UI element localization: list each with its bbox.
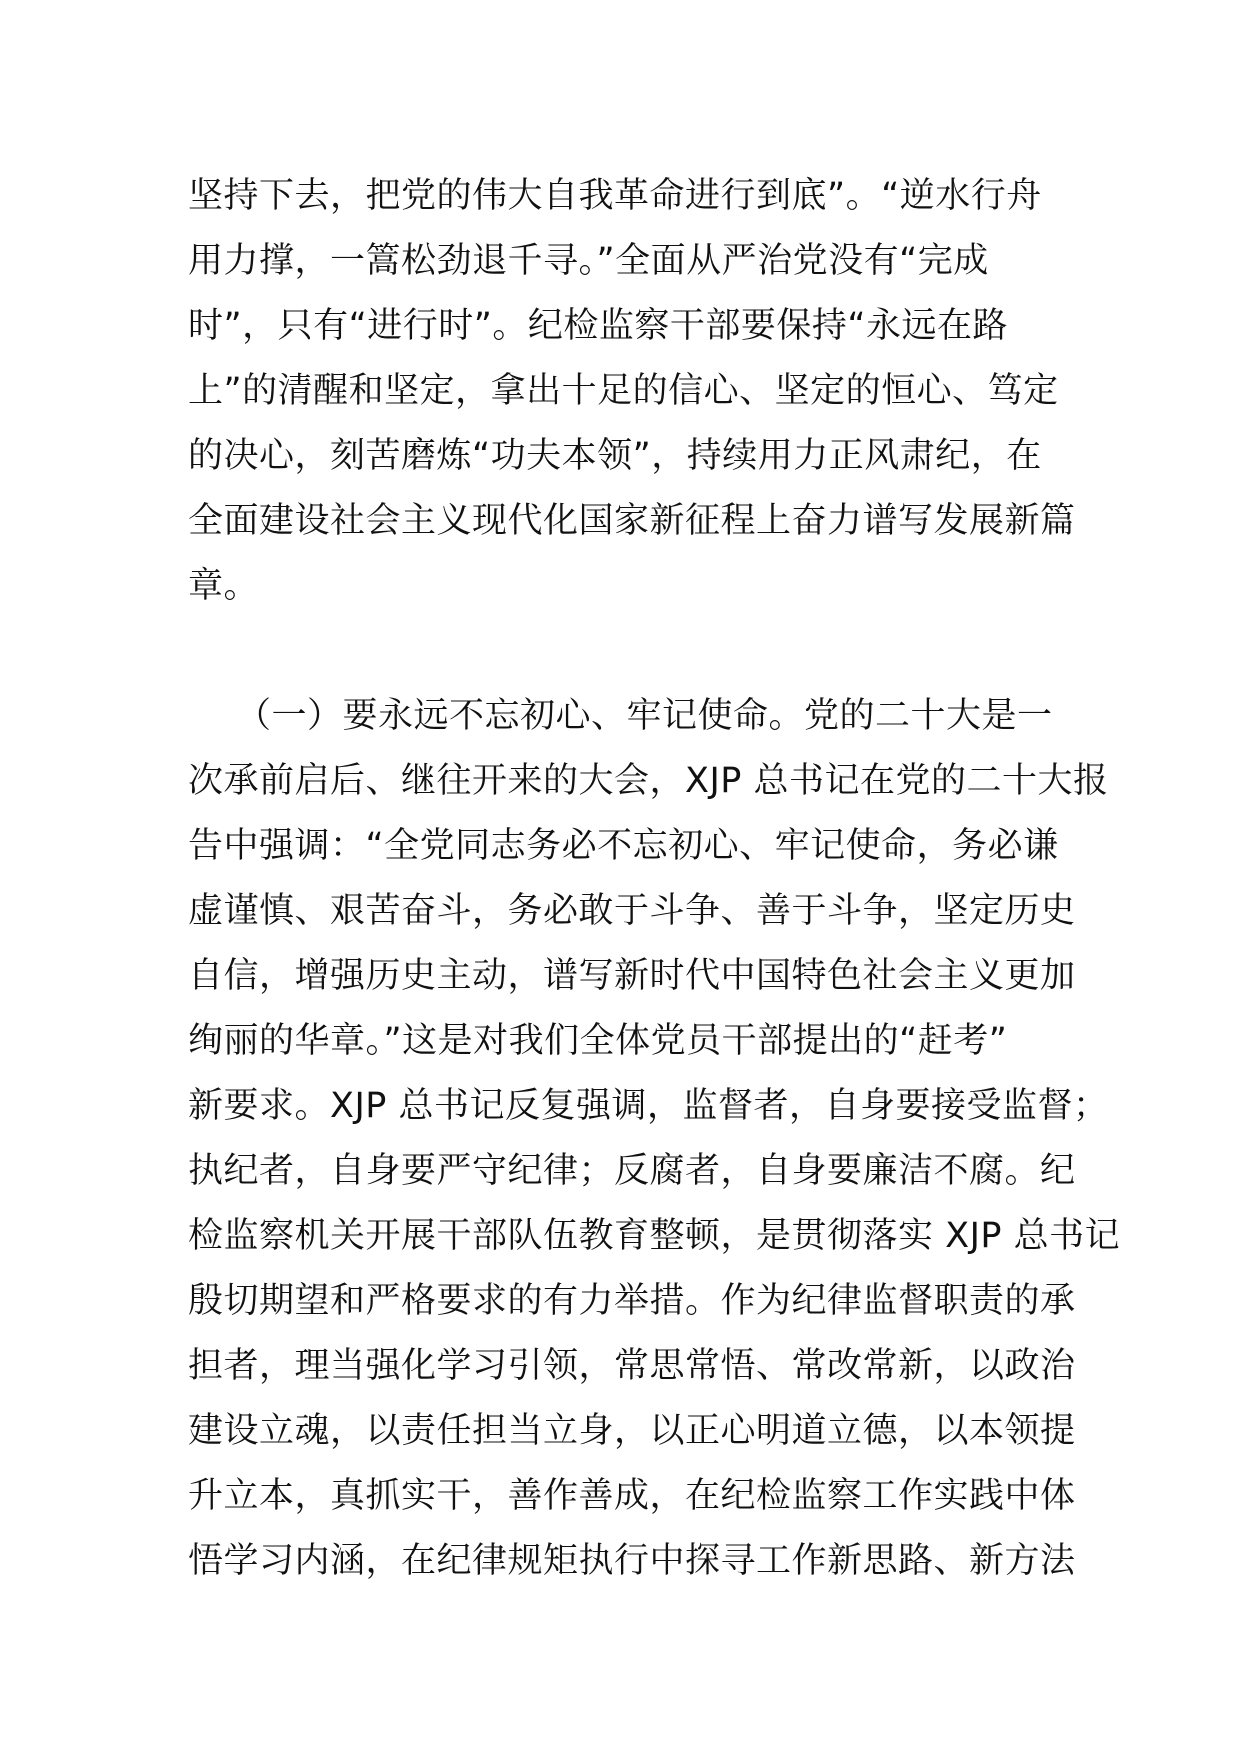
paragraph-line: 自信，增强历史主动，谱写新时代中国特色社会主义更加: [188, 956, 1076, 996]
paragraph-line: 坚持下去，把党的伟大自我革命进行到底”。“逆水行舟: [188, 176, 1042, 216]
paragraph-line: 殷切期望和严格要求的有力举措。作为纪律监督职责的承: [188, 1281, 1076, 1321]
paragraph-line: 绚丽的华章。”这是对我们全体党员干部提出的“赶考”: [188, 1021, 1008, 1061]
paragraph-2: [188, 684, 1121, 1594]
paragraph-line: 虚谨慎、艰苦奋斗，务必敢于斗争、善于斗争，坚定历史: [188, 891, 1076, 931]
paragraph-line: 告中强调：“全党同志务必不忘初心、牢记使命，务必谦: [188, 826, 1059, 866]
paragraph-line: 建设立魂，以责任担当立身，以正心明道立德，以本领提: [188, 1411, 1076, 1451]
paragraph-1: [188, 164, 1076, 619]
paragraph-line: 次承前启后、继往开来的大会，XJP 总书记在党的二十大报: [188, 761, 1109, 801]
paragraph-line: 时”，只有“进行时”。纪检监察干部要保持“永远在路: [188, 306, 1009, 346]
paragraph-line: 用力撑，一篙松劲退千寻。”全面从严治党没有“完成: [188, 241, 989, 281]
paragraph-line: （一）要永远不忘初心、牢记使命。党的二十大是一: [236, 696, 1053, 736]
paragraph-line: 升立本，真抓实干，善作善成，在纪检监察工作实践中体: [188, 1476, 1076, 1516]
paragraph-line: 的决心，刻苦磨炼“功夫本领”，持续用力正风肃纪，在: [188, 436, 1042, 476]
paragraph-line: 执纪者，自身要严守纪律；反腐者，自身要廉洁不腐。纪: [188, 1151, 1076, 1191]
paragraph-line: 悟学习内涵，在纪律规矩执行中探寻工作新思路、新方法: [188, 1541, 1076, 1581]
paragraph-line: 检监察机关开展干部队伍教育整顿，是贯彻落实 XJP 总书记: [188, 1216, 1121, 1256]
paragraph-line: 担者，理当强化学习引领，常思常悟、常改常新，以政治: [188, 1346, 1076, 1386]
paragraph-line: 全面建设社会主义现代化国家新征程上奋力谱写发展新篇: [188, 501, 1076, 541]
paragraph-line: 上”的清醒和坚定，拿出十足的信心、坚定的恒心、笃定: [188, 371, 1059, 411]
paragraph-line: 章。: [188, 566, 260, 606]
paragraph-line: 新要求。XJP 总书记反复强调，监督者，自身要接受监督；: [188, 1086, 1109, 1126]
